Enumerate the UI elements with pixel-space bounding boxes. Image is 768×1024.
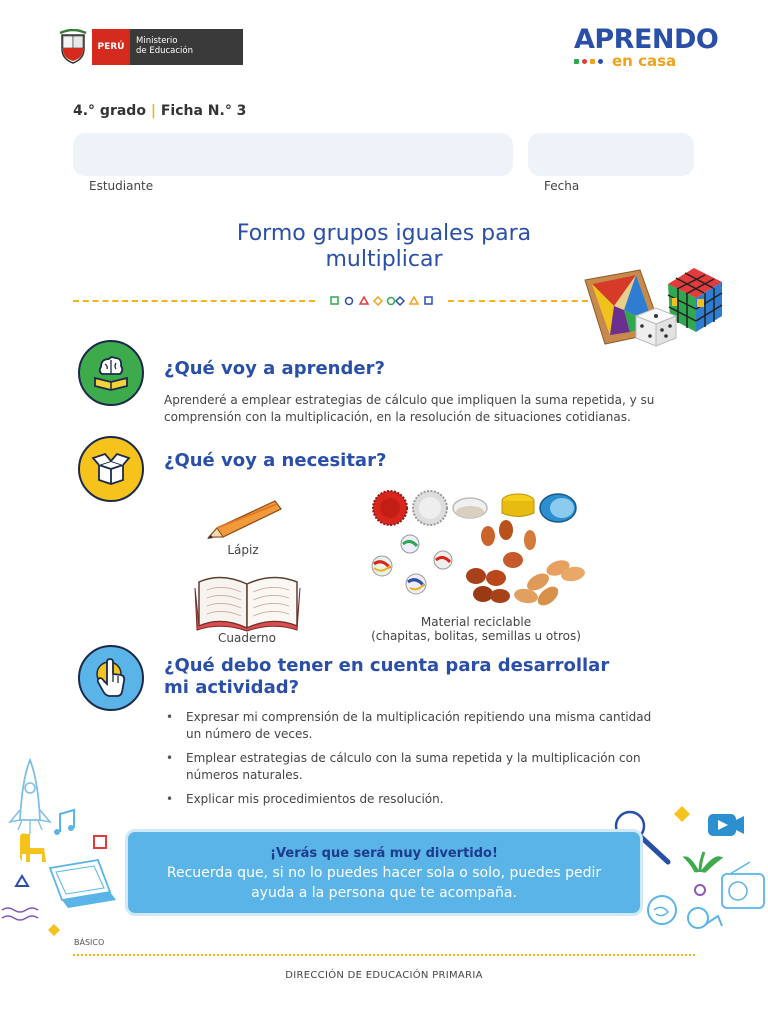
ministry-name xyxy=(130,29,243,65)
bullet-1-line-2: un número de veces. xyxy=(186,727,313,741)
notebook-icon xyxy=(193,570,303,632)
sprout-icon xyxy=(686,852,720,872)
bullet-1-line-1: • Expresar mi comprensión de la multiplicación repitiendo una misma cantidad xyxy=(186,710,652,724)
ministry-logo xyxy=(58,29,243,65)
date-label: Fecha xyxy=(544,179,580,193)
notebook-caption: Cuaderno xyxy=(217,631,276,645)
level-label: BÁSICO xyxy=(74,938,105,947)
brain-book-icon xyxy=(89,351,133,395)
ministry-line-2: de Educación xyxy=(136,46,193,56)
title-divider-left xyxy=(73,300,315,302)
touch-hand-icon xyxy=(87,654,135,702)
monkey-icon xyxy=(648,896,722,928)
rocket-icon xyxy=(10,760,50,834)
ministry-line-1: Ministerio xyxy=(136,36,178,46)
page-title xyxy=(150,221,618,273)
learn-text xyxy=(164,392,704,426)
bullet-2-line-2: números naturales. xyxy=(186,768,303,782)
coat-of-arms-icon xyxy=(58,29,88,65)
date-field[interactable] xyxy=(528,133,694,176)
footer-text: DIRECCIÓN DE EDUCACIÓN PRIMARIA xyxy=(285,970,483,981)
triangle-icon xyxy=(16,876,28,886)
laptop-icon xyxy=(50,860,116,908)
left-decoration-icons xyxy=(0,750,120,940)
consider-bullet-1 xyxy=(162,709,702,743)
encouragement-callout xyxy=(125,829,643,916)
radio-icon xyxy=(722,862,764,908)
open-box-icon xyxy=(89,447,133,491)
aprendo-en-casa-logo xyxy=(574,25,724,70)
callout-heading: ¡Verás que será muy divertido! xyxy=(270,846,498,861)
need-heading: ¿Qué voy a necesitar? xyxy=(164,450,387,471)
bullet-3-line-1: • Explicar mis procedimientos de resolución. xyxy=(186,792,444,806)
consider-bullet-2 xyxy=(162,750,702,784)
learn-section-icon xyxy=(78,340,144,406)
consider-heading xyxy=(164,655,609,699)
title-line-1: Formo grupos iguales para xyxy=(236,221,532,246)
consider-heading-line-1: ¿Qué debo tener en cuenta para desarrollar xyxy=(164,655,610,676)
brand-line-1: APRENDO xyxy=(574,24,719,55)
callout-body xyxy=(128,863,640,903)
title-divider-right xyxy=(448,300,588,302)
grade-level: 4.° grado xyxy=(73,103,146,119)
grade-line xyxy=(73,103,246,119)
recycle-caption xyxy=(356,615,596,643)
peru-label: PERÚ xyxy=(92,29,130,65)
recycle-caption-line-1: Material reciclable xyxy=(420,615,532,629)
shapes-divider-icon xyxy=(330,295,436,307)
recycle-caption-line-2: (chapitas, bolitas, semillas u otros) xyxy=(371,629,581,643)
waves-icon xyxy=(2,908,38,920)
title-line-2: multiplicar xyxy=(325,247,443,272)
grade-separator: | xyxy=(150,103,156,119)
callout-line-2: ayuda a la persona que te acompaña. xyxy=(251,885,517,901)
consider-section-icon xyxy=(78,645,144,711)
sheet-number: Ficha N.° 3 xyxy=(160,103,247,119)
video-icon xyxy=(708,814,744,836)
footer-divider xyxy=(73,954,695,956)
student-name-field[interactable] xyxy=(73,133,513,176)
pencil-icon xyxy=(203,497,285,543)
learn-heading: ¿Qué voy a aprender? xyxy=(164,358,385,379)
llama-icon xyxy=(20,833,46,862)
callout-line-1: Recuerda que, si no lo puedes hacer sola o solo, puedes pedir xyxy=(166,865,602,881)
tangram-cube-dice-icon xyxy=(580,262,730,350)
consider-heading-line-2: mi actividad? xyxy=(164,677,300,698)
bullet-2-line-1: • Emplear estrategias de cálculo con la suma repetida y la multiplicación con xyxy=(186,751,641,765)
pencil-caption: Lápiz xyxy=(227,543,259,557)
brand-line-2: en casa xyxy=(612,52,677,70)
bottle-caps-icon xyxy=(368,486,592,612)
learn-text-line-1: Aprenderé a emplear estrategias de cálculo que impliquen la suma repetida, y su xyxy=(164,393,655,407)
student-label: Estudiante xyxy=(89,179,154,193)
need-section-icon xyxy=(78,436,144,502)
learn-text-line-2: comprensión con la multiplicación, en la resolución de situaciones cotidianas. xyxy=(164,410,631,424)
